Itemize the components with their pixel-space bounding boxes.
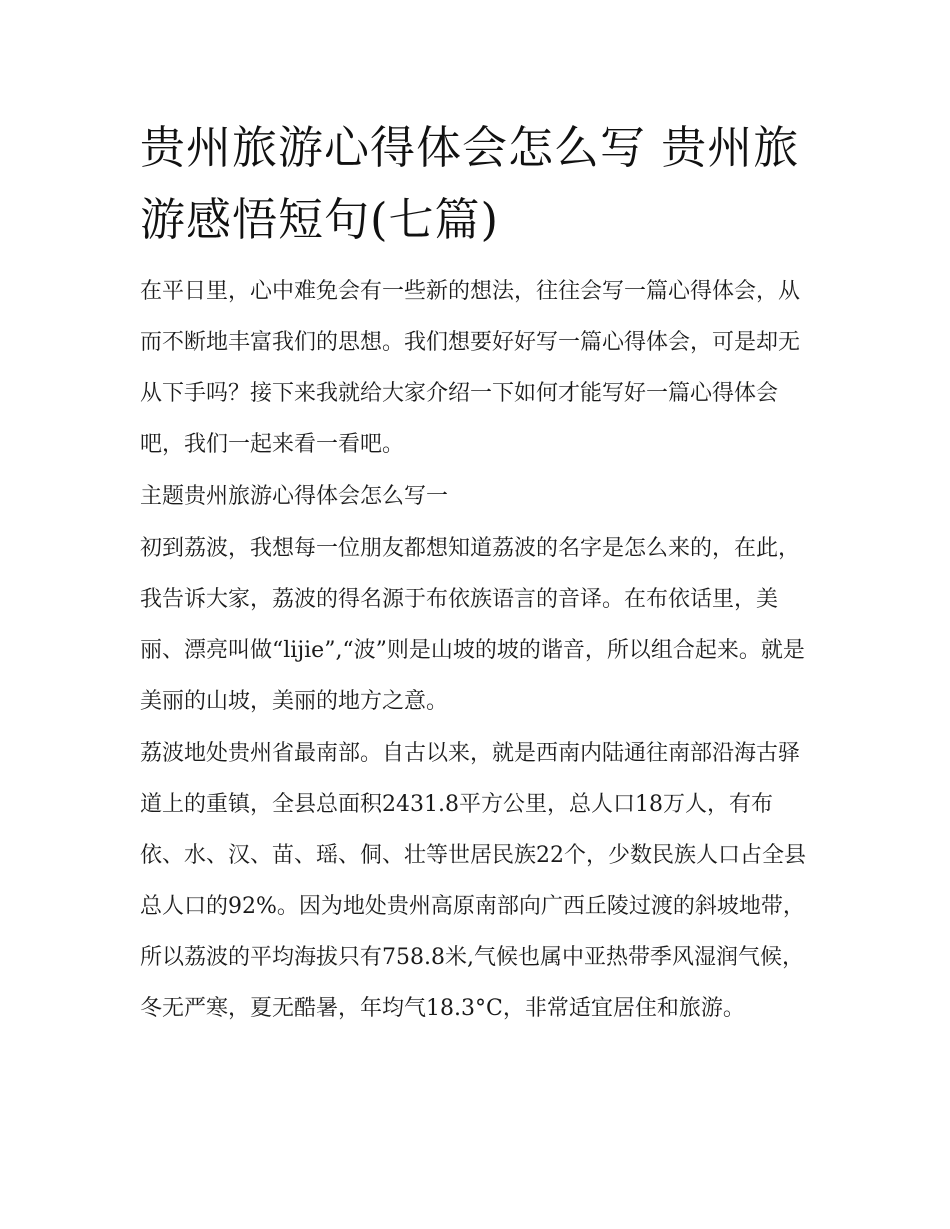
document-body (140, 266, 812, 1034)
document-page (140, 112, 812, 1034)
document-title: 贵州旅游心得体会怎么写 贵州旅游感悟短句(七篇) (140, 121, 800, 246)
section-heading: 主题贵州旅游心得体会怎么写一 (140, 484, 449, 509)
body-paragraph-name-origin: 初到荔波，我想每一位朋友都想知道荔波的名字是怎么来的，在此，我告诉大家，荔波的得名源于布依族语言的音译。在布依话里，美丽、漂亮叫做“lijie”,“波”则是山坡的坡的谐音，所以组合起来。就是美丽的山坡，美丽的地方之意。 (140, 536, 805, 714)
intro-paragraph: 在平日里，心中难免会有一些新的想法，往往会写一篇心得体会，从而不断地丰富我们的思想。我们想要好好写一篇心得体会，可是却无从下手吗？接下来我就给大家介绍一下如何才能写好一篇心得体会吧，我们一起来看一看吧。 (140, 279, 801, 457)
body-paragraph-geography: 荔波地处贵州省最南部。自古以来，就是西南内陆通往南部沿海古驿道上的重镇，全县总面积2431.8平方公里，总人口18万人，有布依、水、汉、苗、瑶、侗、壮等世居民族22个，少数民族人口占全县总人口的92%。因为地处贵州高原南部向广西丘陵过渡的斜坡地带，所以荔波的平均海拔只有758.8米,气候也属中亚热带季风湿润气候，冬无严寒，夏无酷暑，年均气18.3°C，非常适宜居住和旅游。 (140, 741, 806, 1021)
